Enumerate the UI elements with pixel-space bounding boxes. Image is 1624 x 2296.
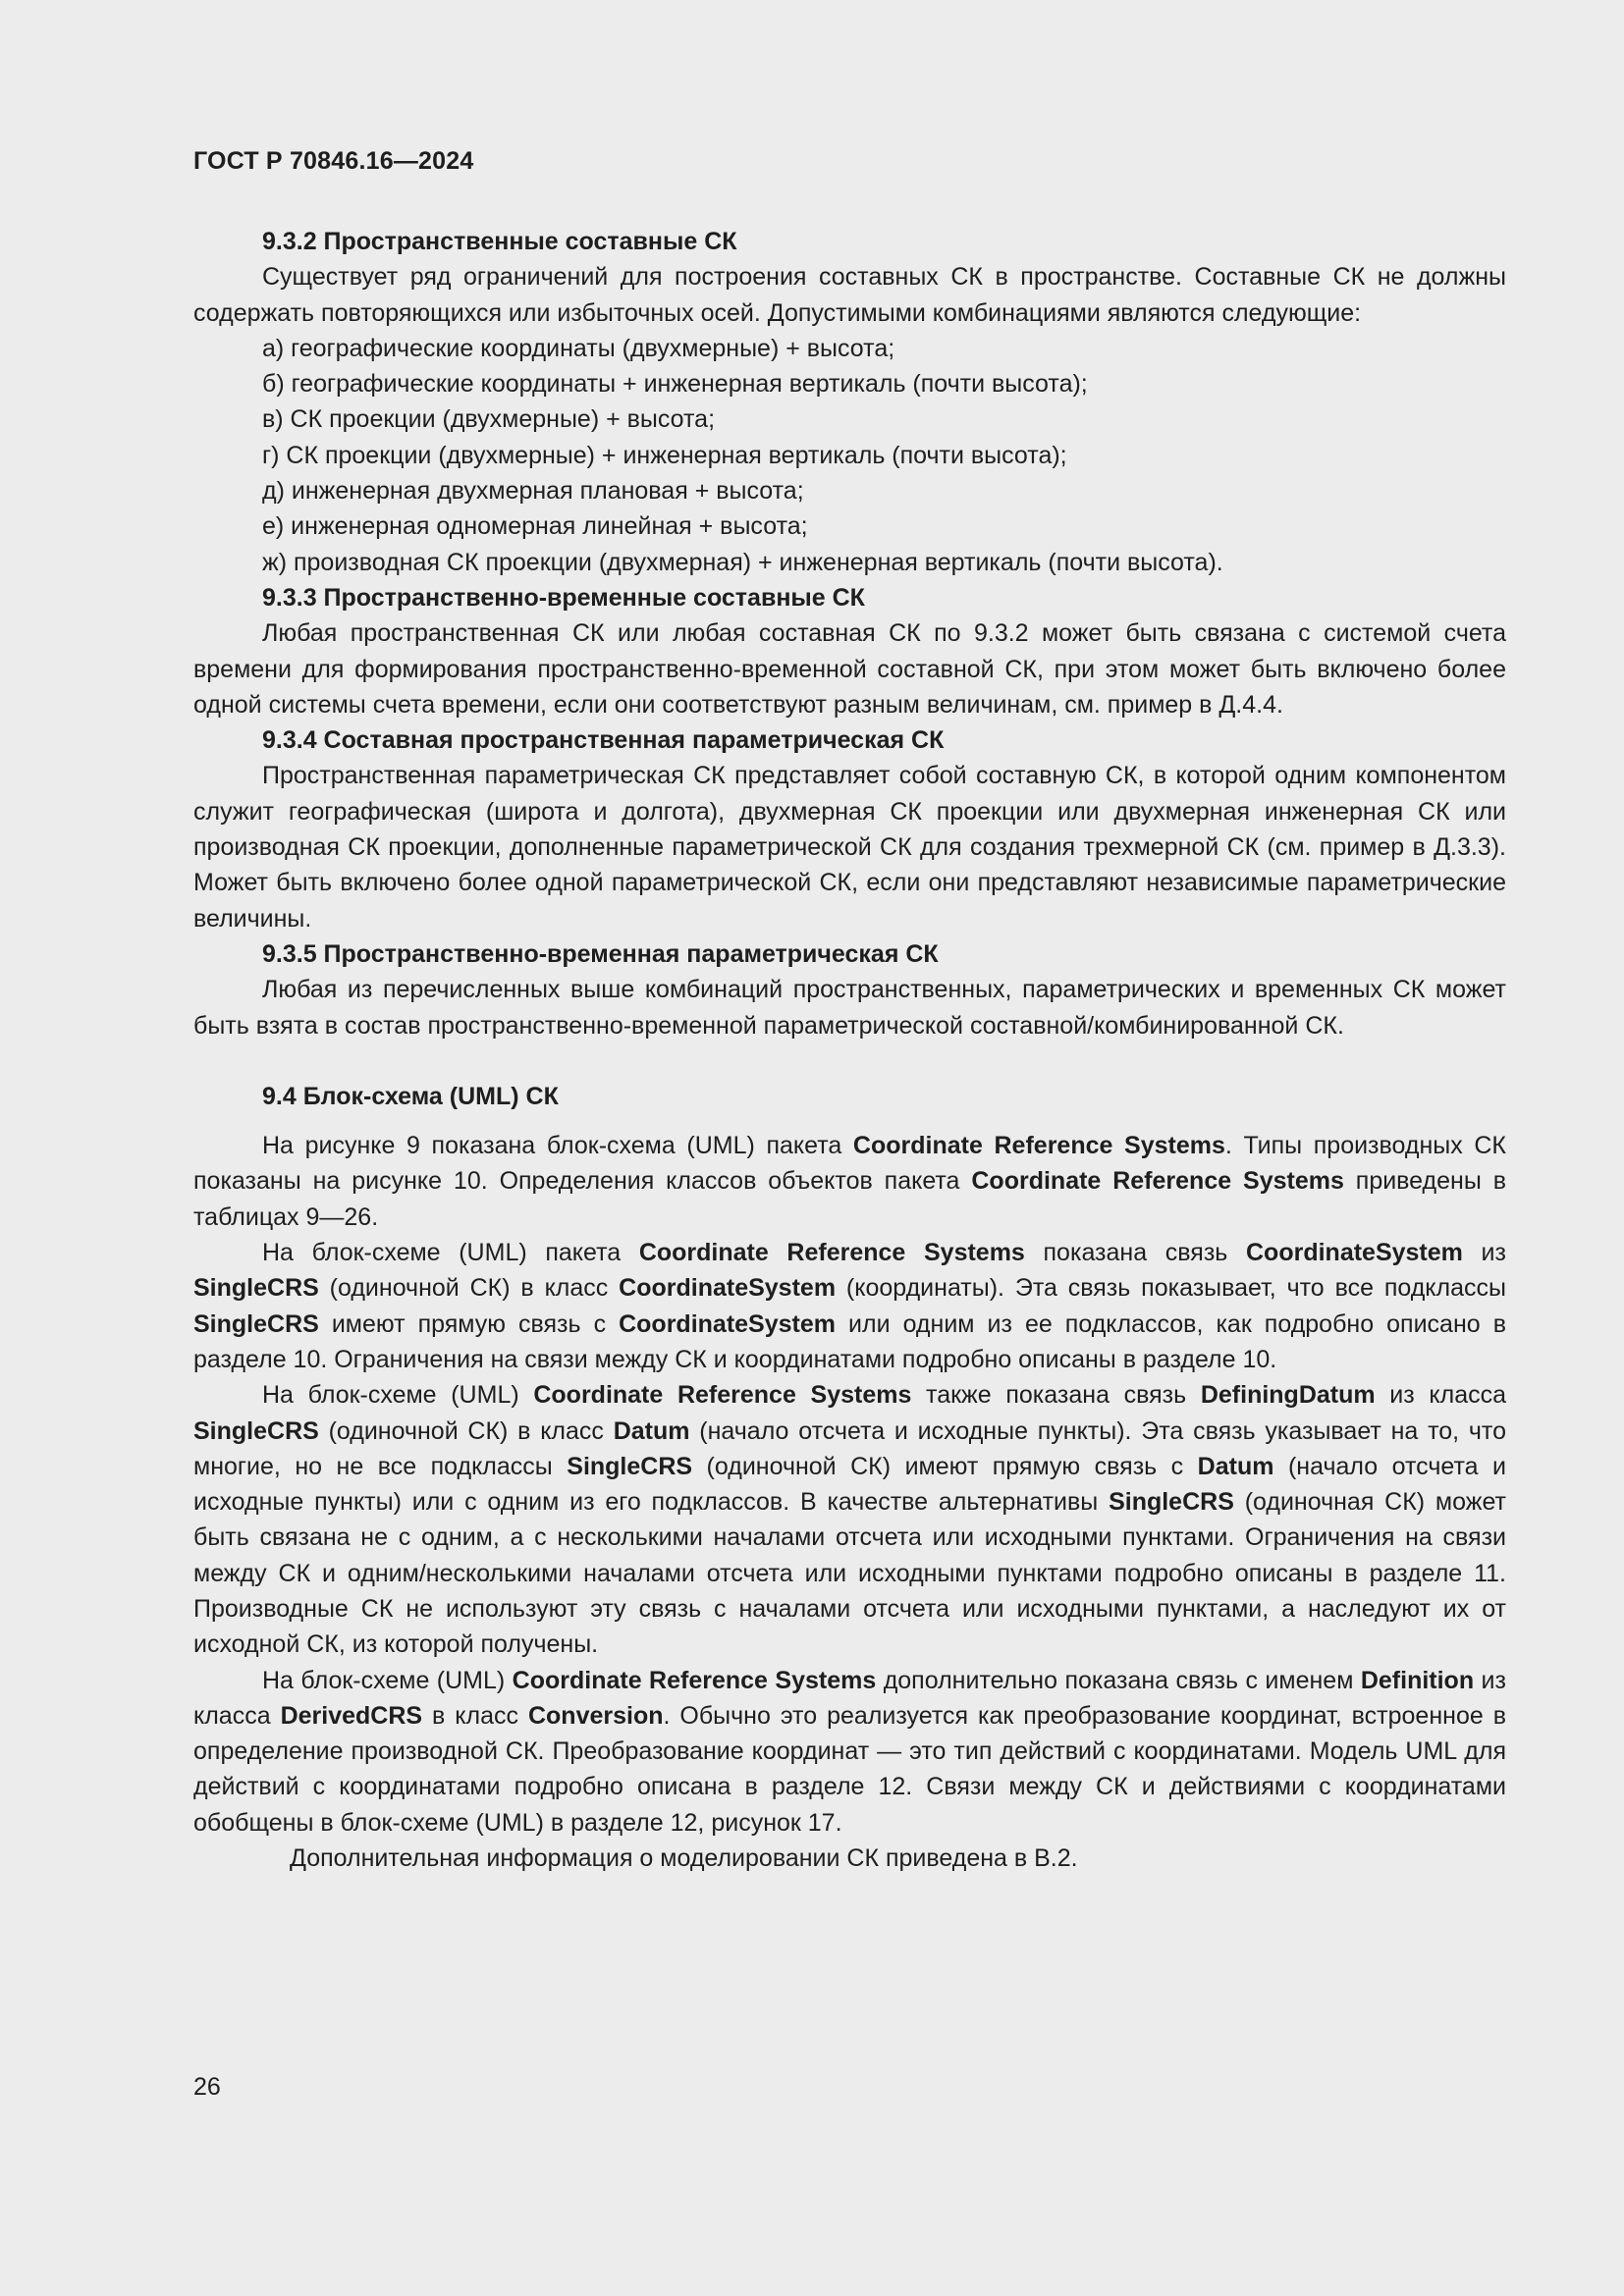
list-item: а) географические координаты (двухмерные) + высота; <box>262 334 895 362</box>
list-item: е) инженерная одномерная линейная + высота; <box>262 512 808 541</box>
section-9-4-paragraph-3: На блок-схеме (UML) Coordinate Reference Systems также показана связь DefiningDatum из класса SingleCRS (одиночной СК) в класс Datum (начало отсчета и исходные пункты). Эта связь указывает на то, что многие, но не все подклассы SingleCRS (одиночной СК) имеют прямую связь с Datum (начало отсчета и исходные пункты) или с одним из его подклассов. В качестве альтернативы SingleCRS (одиночная СК) может быть связана не с одним, а с несколькими началами отсчета или исходными пунктами. Ограничения на связи между СК и одним/несколькими началами отсчета или исходными пунктами подробно описаны в разделе 11. Производные СК не используют эту связь с началами отсчета или исходными пунктами, а наследуют их от исходной СК, из которой получены. <box>193 1381 1507 1659</box>
list-item: б) географические координаты + инженерная вертикаль (почти высота); <box>262 370 1088 399</box>
section-9-4-heading: 9.4 Блок-схема (UML) СК <box>262 1082 559 1110</box>
document-header: ГОСТ Р 70846.16—2024 <box>193 147 474 175</box>
list-item: г) СК проекции (двухмерные) + инженерная вертикаль (почти высота); <box>262 441 1067 469</box>
section-9-4-paragraph-2: На блок-схеме (UML) пакета Coordinate Reference Systems показана связь CoordinateSystem из SingleCRS (одиночной СК) в класс CoordinateSystem (координаты). Эта связь показывает, что все подклассы SingleCRS имеют прямую связь с CoordinateSystem или одним из ее подклассов, как подробно описано в разделе 10. Ограничения на связи между СК и координатами подробно описаны в разделе 10. <box>193 1239 1506 1373</box>
list-item: в) СК проекции (двухмерные) + высота; <box>262 405 716 434</box>
section-9-3-2-intro: Существует ряд ограничений для построения составных СК в пространстве. Составные СК не должны содержать повторяющихся или избыточных осей. Допустимыми комбинациями являются следующие: <box>193 263 1506 327</box>
section-9-3-3-text: Любая пространственная СК или любая составная СК по 9.3.2 может быть связана с системой счета времени для формирования пространственно-временной составной СК, при этом может быть включено более одной системы счета времени, если они соответствуют разным величинам, см. пример в Д.4.4. <box>193 619 1506 719</box>
section-9-3-5-heading: 9.3.5 Пространственно-временная параметрическая СК <box>262 939 939 968</box>
list-item: д) инженерная двухмерная плановая + высота; <box>262 477 804 506</box>
page-number: 26 <box>193 2073 221 2101</box>
section-9-3-3-heading: 9.3.3 Пространственно-временные составные СК <box>262 583 865 612</box>
section-9-3-4-heading: 9.3.4 Составная пространственная параметрическая СК <box>262 726 945 755</box>
document-body <box>193 224 1506 1876</box>
section-9-4-paragraph-5: Дополнительная информация о моделировании СК приведена в В.2. <box>290 1844 1078 1873</box>
list-item: ж) производная СК проекции (двухмерная) + инженерная вертикаль (почти высота). <box>262 548 1223 576</box>
section-9-3-5-text: Любая из перечисленных выше комбинаций пространственных, параметрических и временных СК может быть взята в состав пространственно-временной параметрической составной/комбинированной СК. <box>193 976 1506 1040</box>
section-9-3-2-heading: 9.3.2 Пространственные составные СК <box>262 228 737 255</box>
section-9-4-paragraph-4: На блок-схеме (UML) Coordinate Reference Systems дополнительно показана связь с именем Definition из класса DerivedCRS в класс Conversion. Обычно это реализуется как преобразование координат, встроенное в определение производной СК. Преобразование координат — это тип действий с координатами. Модель UML для действий с координатами подробно описана в разделе 12. Связи между СК и действиями с координатами обобщены в блок-схеме (UML) в разделе 12, рисунок 17. <box>193 1666 1506 1837</box>
section-9-4-paragraph-1: На рисунке 9 показана блок-схема (UML) пакета Coordinate Reference Systems. Типы производных СК показаны на рисунке 10. Определения классов объектов пакета Coordinate Reference Systems приведены в таблицах 9—26. <box>193 1132 1506 1231</box>
section-9-3-4-text: Пространственная параметрическая СК представляет собой составную СК, в которой одним компонентом служит географическая (широта и долгота), двухмерная СК проекции или двухмерная инженерная СК или производная СК проекции, дополненные параметрической СК для создания трехмерной СК (см. пример в Д.3.3). Может быть включено более одной параметрической СК, если они представляют независимые параметрические величины. <box>193 762 1506 933</box>
